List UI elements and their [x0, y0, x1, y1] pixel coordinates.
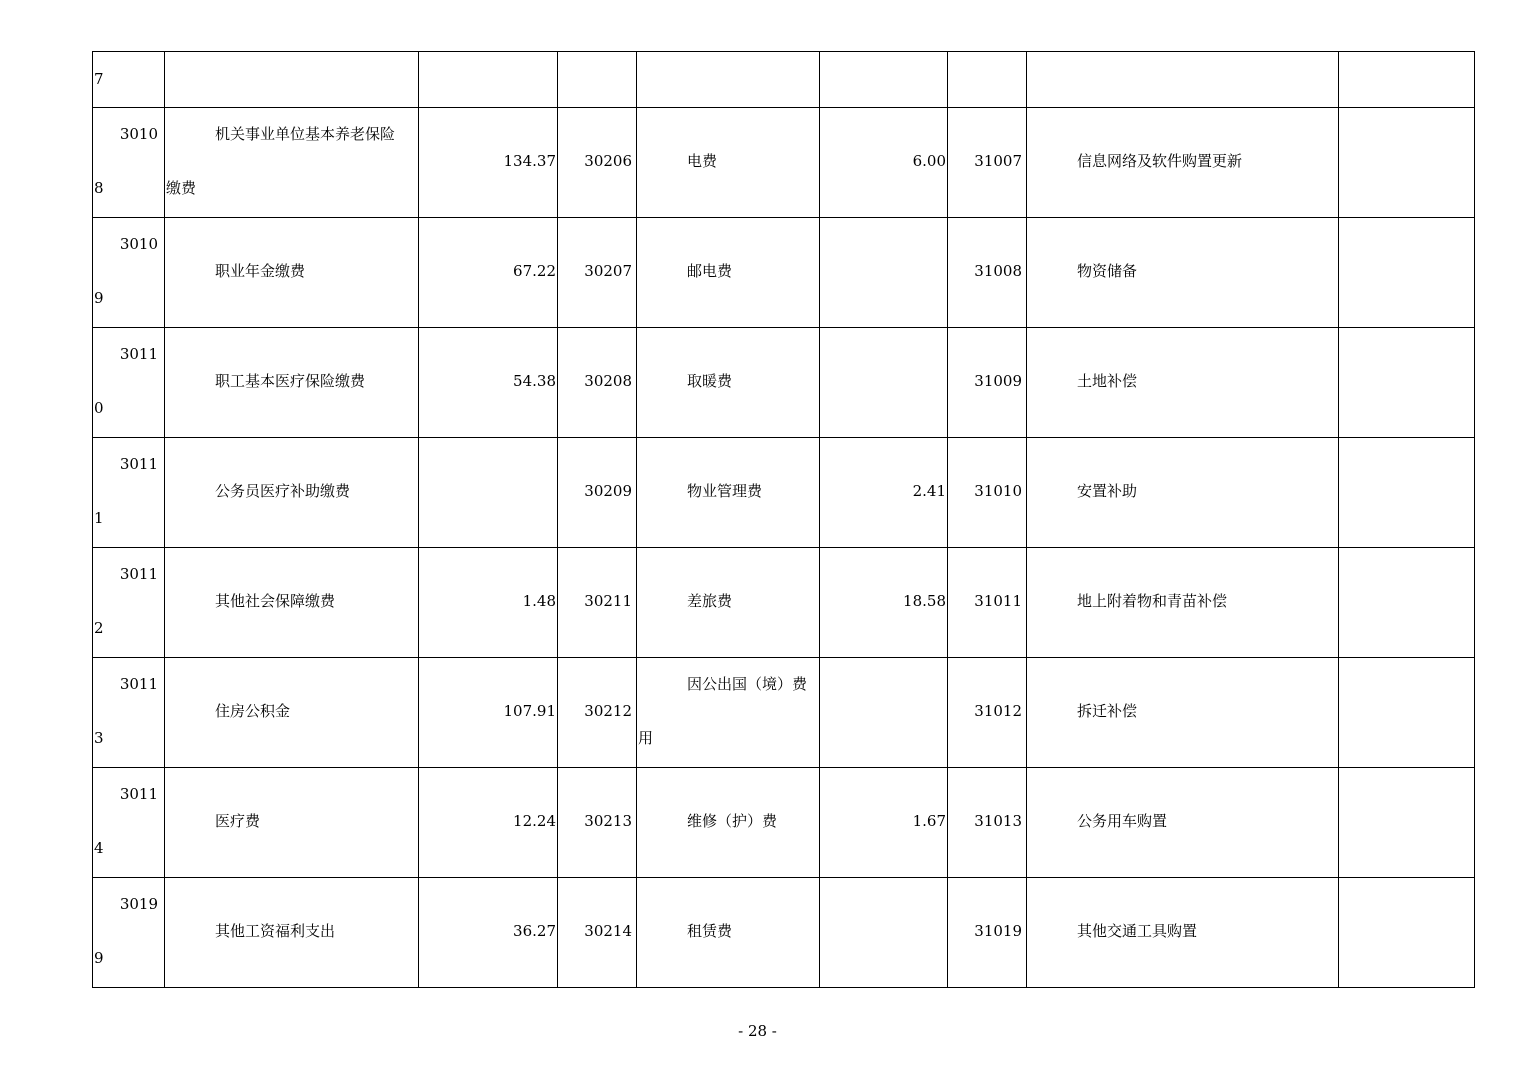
item-name: 其他工资福利支出	[215, 922, 336, 940]
code-part-top: 3011	[119, 345, 158, 363]
name-cell	[165, 658, 419, 768]
code-part-bottom: 8	[94, 179, 104, 197]
name-cell	[165, 52, 419, 108]
item-code: 31013	[974, 812, 1022, 830]
code-cell	[558, 52, 637, 108]
code-cell	[93, 438, 165, 548]
item-name: 租赁费	[687, 922, 733, 940]
item-name: 差旅费	[687, 592, 733, 610]
amount-value: 107.91	[503, 702, 556, 720]
table-row	[93, 108, 1475, 218]
code-part-top: 3011	[119, 785, 158, 803]
item-code: 30207	[584, 262, 632, 280]
item-code: 31007	[974, 152, 1022, 170]
item-name-line1: 因公出国（境）费	[687, 675, 808, 693]
amount-cell	[1339, 328, 1475, 438]
item-code: 30212	[584, 702, 632, 720]
amount-cell	[1339, 218, 1475, 328]
amount-value: 12.24	[513, 812, 556, 830]
name-cell	[637, 52, 820, 108]
code-fragment: 7	[94, 70, 104, 88]
code-cell	[93, 52, 165, 108]
code-cell	[948, 878, 1027, 988]
table-row	[93, 658, 1475, 768]
code-cell	[948, 768, 1027, 878]
item-name: 电费	[687, 152, 718, 170]
code-part-top: 3010	[119, 235, 158, 253]
name-cell	[1027, 658, 1339, 768]
item-name: 维修（护）费	[687, 812, 778, 830]
name-cell	[165, 548, 419, 658]
item-code: 31012	[974, 702, 1022, 720]
item-name: 安置补助	[1077, 482, 1138, 500]
code-part-bottom: 9	[94, 949, 104, 967]
amount-cell	[820, 548, 948, 658]
item-code: 31011	[974, 592, 1022, 610]
amount-cell	[419, 218, 558, 328]
item-code: 31008	[974, 262, 1022, 280]
item-name: 职工基本医疗保险缴费	[215, 372, 366, 390]
name-cell	[1027, 218, 1339, 328]
code-cell	[948, 52, 1027, 108]
amount-cell	[820, 768, 948, 878]
name-cell	[1027, 108, 1339, 218]
amount-value: 1.67	[912, 812, 946, 830]
code-cell	[558, 658, 637, 768]
item-code: 30206	[584, 152, 632, 170]
amount-cell	[419, 438, 558, 548]
item-code: 30211	[584, 592, 632, 610]
code-part-top: 3011	[119, 675, 158, 693]
table-row	[93, 52, 1475, 108]
table-row	[93, 328, 1475, 438]
name-cell	[1027, 878, 1339, 988]
code-cell	[948, 218, 1027, 328]
code-cell	[558, 438, 637, 548]
item-name: 其他交通工具购置	[1077, 922, 1198, 940]
item-code: 30209	[584, 482, 632, 500]
item-name: 其他社会保障缴费	[215, 592, 336, 610]
code-part-top: 3011	[119, 565, 158, 583]
name-cell	[1027, 52, 1339, 108]
amount-cell	[820, 878, 948, 988]
table-row	[93, 878, 1475, 988]
item-name: 拆迁补偿	[1077, 702, 1138, 720]
amount-cell	[419, 658, 558, 768]
code-part-bottom: 2	[94, 619, 104, 637]
item-name: 物资储备	[1077, 262, 1138, 280]
amount-cell	[820, 218, 948, 328]
code-cell	[558, 548, 637, 658]
name-cell	[165, 218, 419, 328]
code-cell	[948, 108, 1027, 218]
code-cell	[93, 218, 165, 328]
amount-value: 6.00	[912, 152, 946, 170]
name-cell	[637, 548, 820, 658]
code-cell	[948, 438, 1027, 548]
code-cell	[93, 768, 165, 878]
table-row	[93, 218, 1475, 328]
name-cell	[165, 438, 419, 548]
item-code: 31009	[974, 372, 1022, 390]
amount-value: 1.48	[522, 592, 556, 610]
item-name-line2: 用	[638, 729, 654, 747]
amount-cell	[419, 328, 558, 438]
name-cell	[637, 218, 820, 328]
code-part-top: 3010	[119, 125, 158, 143]
code-part-bottom: 1	[94, 509, 104, 527]
amount-cell	[820, 438, 948, 548]
item-name: 物业管理费	[687, 482, 763, 500]
code-part-top: 3019	[119, 895, 158, 913]
name-cell	[165, 878, 419, 988]
table-row	[93, 438, 1475, 548]
amount-cell	[1339, 768, 1475, 878]
amount-cell	[820, 108, 948, 218]
item-name-line2: 缴费	[166, 179, 197, 197]
code-cell	[558, 108, 637, 218]
code-cell	[948, 548, 1027, 658]
name-cell	[637, 108, 820, 218]
item-name: 取暖费	[687, 372, 733, 390]
name-cell	[637, 658, 820, 768]
name-cell	[165, 768, 419, 878]
amount-value: 67.22	[513, 262, 556, 280]
amount-cell	[419, 108, 558, 218]
code-cell	[948, 658, 1027, 768]
code-cell	[93, 658, 165, 768]
amount-cell	[419, 548, 558, 658]
item-name-line1: 机关事业单位基本养老保险	[215, 125, 396, 143]
name-cell	[637, 768, 820, 878]
code-cell	[93, 548, 165, 658]
code-cell	[93, 108, 165, 218]
amount-cell	[1339, 108, 1475, 218]
code-cell	[558, 328, 637, 438]
item-name: 职业年金缴费	[215, 262, 306, 280]
name-cell	[1027, 548, 1339, 658]
name-cell	[1027, 438, 1339, 548]
amount-value: 54.38	[513, 372, 556, 390]
item-name: 邮电费	[687, 262, 733, 280]
code-part-bottom: 0	[94, 399, 104, 417]
amount-cell	[1339, 878, 1475, 988]
amount-value: 36.27	[513, 922, 556, 940]
item-name: 土地补偿	[1077, 372, 1138, 390]
table-row	[93, 548, 1475, 658]
amount-value: 2.41	[912, 482, 946, 500]
amount-cell	[1339, 438, 1475, 548]
page-number: - 28 -	[738, 1022, 777, 1040]
amount-cell	[419, 878, 558, 988]
item-code: 30208	[584, 372, 632, 390]
item-name: 公务员医疗补助缴费	[215, 482, 351, 500]
amount-cell	[419, 52, 558, 108]
name-cell	[1027, 328, 1339, 438]
code-cell	[558, 878, 637, 988]
name-cell	[165, 108, 419, 218]
name-cell	[165, 328, 419, 438]
amount-cell	[820, 658, 948, 768]
item-code: 31019	[974, 922, 1022, 940]
item-name: 地上附着物和青苗补偿	[1077, 592, 1228, 610]
item-name: 公务用车购置	[1077, 812, 1168, 830]
amount-cell	[1339, 658, 1475, 768]
item-name: 住房公积金	[215, 702, 291, 720]
amount-cell	[419, 768, 558, 878]
code-cell	[558, 218, 637, 328]
amount-value: 134.37	[503, 152, 556, 170]
code-part-bottom: 4	[94, 839, 104, 857]
item-code: 31010	[974, 482, 1022, 500]
code-cell	[948, 328, 1027, 438]
name-cell	[1027, 768, 1339, 878]
budget-expenditure-table	[92, 51, 1475, 988]
amount-cell	[1339, 52, 1475, 108]
code-cell	[558, 768, 637, 878]
item-name: 信息网络及软件购置更新	[1077, 152, 1243, 170]
code-cell	[93, 328, 165, 438]
amount-value: 18.58	[903, 592, 946, 610]
code-part-top: 3011	[119, 455, 158, 473]
code-part-bottom: 3	[94, 729, 104, 747]
name-cell	[637, 328, 820, 438]
item-code: 30214	[584, 922, 632, 940]
amount-cell	[820, 328, 948, 438]
item-code: 30213	[584, 812, 632, 830]
amount-cell	[1339, 548, 1475, 658]
item-name: 医疗费	[215, 812, 261, 830]
code-part-bottom: 9	[94, 289, 104, 307]
amount-cell	[820, 52, 948, 108]
code-cell	[93, 878, 165, 988]
table-row	[93, 768, 1475, 878]
name-cell	[637, 878, 820, 988]
name-cell	[637, 438, 820, 548]
